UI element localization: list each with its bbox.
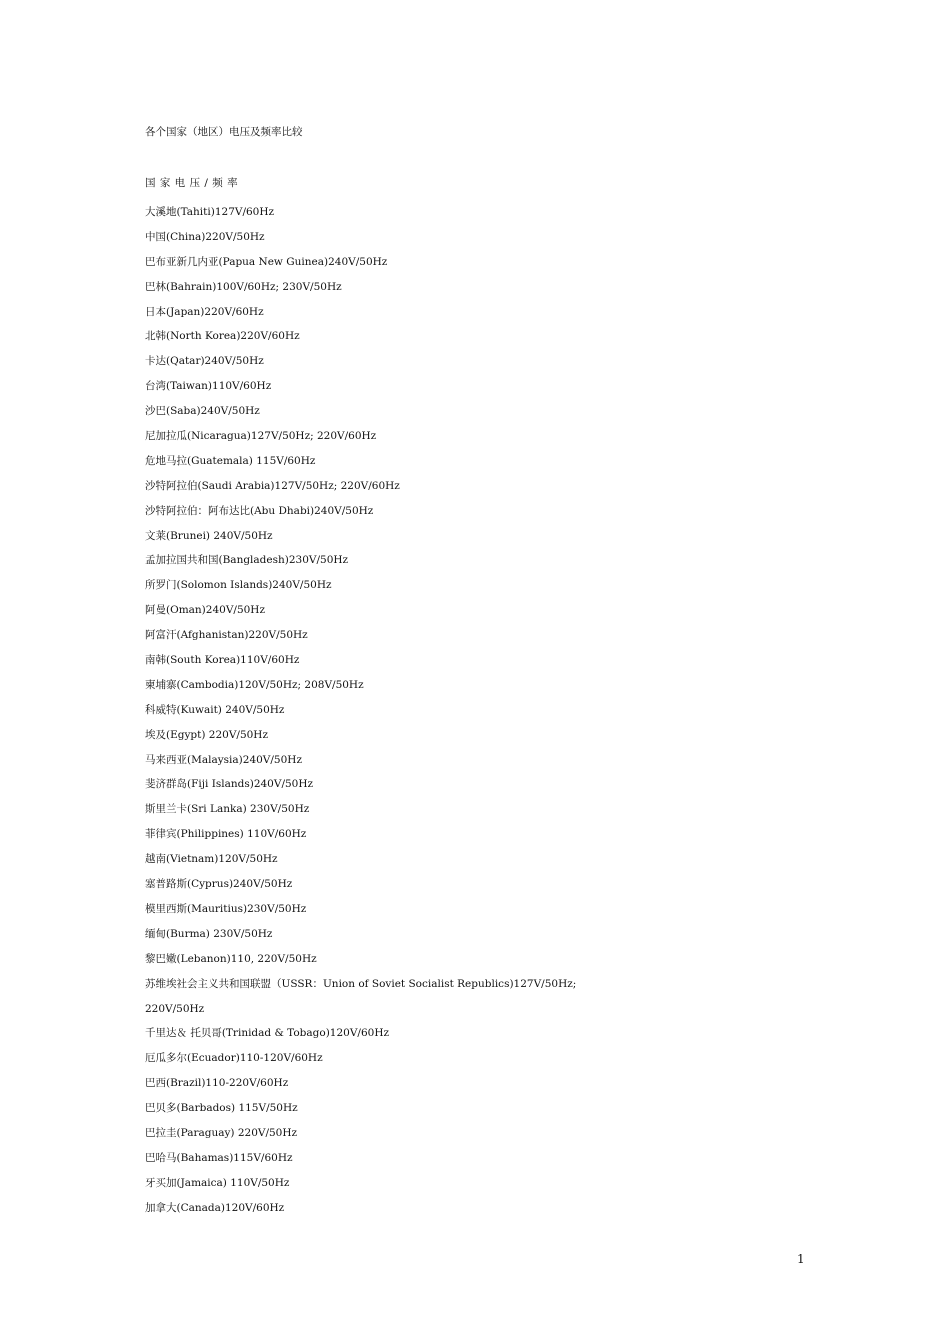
list-item: 菲律宾(Philippines) 110V/60Hz: [145, 828, 307, 841]
list-item: 南韩(South Korea)110V/60Hz: [145, 654, 300, 667]
list-item: 巴贝多(Barbados) 115V/50Hz: [145, 1102, 298, 1115]
list-item: 台湾(Taiwan)110V/60Hz: [145, 380, 272, 393]
list-item: 斐济群岛(Fiji Islands)240V/50Hz: [145, 778, 314, 791]
list-item: 沙巴(Saba)240V/50Hz: [145, 405, 260, 418]
list-item: 缅甸(Burma) 230V/50Hz: [145, 927, 273, 940]
list-item: 厄瓜多尔(Ecuador)110-120V/60Hz: [145, 1052, 323, 1065]
list-item: 卡达(Qatar)240V/50Hz: [145, 355, 264, 368]
list-item: 巴布亚新几内亚(Papua New Guinea)240V/50Hz: [145, 255, 388, 268]
list-item: 阿富汗(Afghanistan)220V/50Hz: [145, 629, 308, 642]
list-item: 模里西斯(Mauritius)230V/50Hz: [145, 902, 307, 915]
list-item: 大溪地(Tahiti)127V/60Hz: [145, 206, 275, 218]
list-item: 巴林(Bahrain)100V/60Hz; 230V/50Hz: [145, 280, 342, 293]
page-number: 1: [797, 1252, 805, 1266]
list-item: 文莱(Brunei) 240V/50Hz: [145, 529, 273, 542]
list-item: 牙买加(Jamaica) 110V/50Hz: [145, 1176, 290, 1189]
list-item: 危地马拉(Guatemala) 115V/60Hz: [145, 454, 316, 467]
list-item: 所罗门(Solomon Islands)240V/50Hz: [145, 579, 332, 592]
voltage-frequency-list: [145, 200, 805, 1221]
list-item: 220V/50Hz: [145, 1002, 205, 1015]
list-item: 越南(Vietnam)120V/50Hz: [145, 853, 278, 866]
list-item: 塞普路斯(Cyprus)240V/50Hz: [145, 878, 293, 891]
list-item: 斯里兰卡(Sri Lanka) 230V/50Hz: [145, 803, 310, 816]
list-item: 阿曼(Oman)240V/50Hz: [145, 604, 265, 617]
list-item: 尼加拉瓜(Nicaragua)127V/50Hz; 220V/60Hz: [145, 430, 377, 443]
list-item: 北韩(North Korea)220V/60Hz: [145, 330, 300, 343]
list-item: 巴哈马(Bahamas)115V/60Hz: [145, 1151, 293, 1164]
list-item: 日本(Japan)220V/60Hz: [145, 305, 264, 318]
list-item: 沙特阿拉伯(Saudi Arabia)127V/50Hz; 220V/60Hz: [145, 479, 400, 492]
list-item: 科威特(Kuwait) 240V/50Hz: [145, 703, 285, 716]
list-item: 中国(China)220V/50Hz: [145, 230, 265, 243]
list-item: 柬埔寨(Cambodia)120V/50Hz; 208V/50Hz: [145, 678, 364, 691]
list-item: 巴西(Brazil)110-220V/60Hz: [145, 1077, 289, 1090]
list-item: 马来西亚(Malaysia)240V/50Hz: [145, 753, 302, 766]
list-item: 加拿大(Canada)120V/60Hz: [145, 1201, 285, 1214]
document-title: 各个国家（地区）电压及频率比较: [145, 126, 303, 138]
list-item: 黎巴嫩(Lebanon)110, 220V/50Hz: [145, 952, 317, 965]
list-item: 孟加拉国共和国(Bangladesh)230V/50Hz: [145, 554, 349, 567]
list-item: 沙特阿拉伯：阿布达比(Abu Dhabi)240V/50Hz: [145, 504, 374, 517]
list-item: 巴拉圭(Paraguay) 220V/50Hz: [145, 1126, 298, 1139]
column-header: 国 家 电 压 / 频 率: [145, 177, 239, 189]
list-item: 苏维埃社会主义共和国联盟（USSR：Union of Soviet Socialist Republics)127V/50Hz;: [145, 977, 577, 990]
list-item: 千里达＆ 托贝哥(Trinidad & Tobago)120V/60Hz: [145, 1027, 390, 1040]
list-item: 埃及(Egypt) 220V/50Hz: [145, 728, 269, 741]
